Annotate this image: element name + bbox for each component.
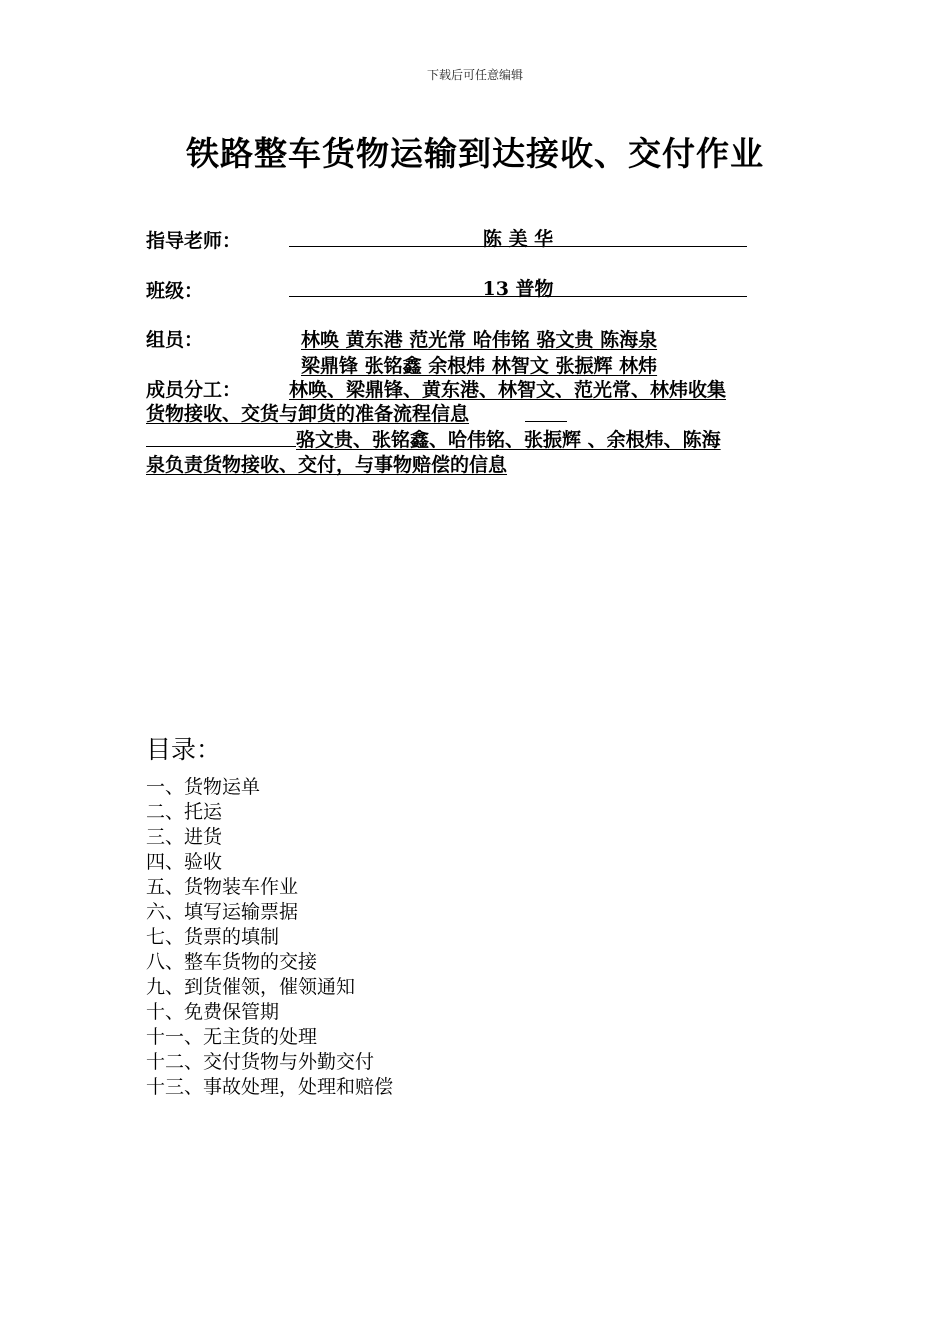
division-line-2-tail	[525, 421, 567, 422]
teacher-label: 指导老师：	[146, 230, 242, 252]
toc-heading: 目录：	[146, 735, 222, 764]
toc-item: 十三、事故处理，处理和赔偿	[146, 1076, 394, 1098]
members-label: 组员：	[146, 329, 204, 351]
teacher-value: 陈 美 华	[289, 224, 747, 247]
toc-item: 二、托运	[146, 801, 223, 823]
toc-item: 四、验收	[146, 851, 223, 873]
division-line-4: 泉负责货物接收、交付，与事物赔偿的信息	[146, 454, 508, 476]
division-line-3: 骆文贵、张铭鑫、哈伟铭、张振辉 、余根炜、陈海	[296, 429, 721, 451]
toc-item: 一、货物运单	[146, 776, 261, 798]
toc-item: 五、货物装车作业	[146, 876, 299, 898]
class-value: 13 普物	[289, 274, 747, 297]
members-line-2: 梁鼎锋 张铭鑫 余根炜 林智文 张振辉 林炜	[301, 355, 658, 377]
toc-item: 三、进货	[146, 826, 223, 848]
toc-item: 八、整车货物的交接	[146, 951, 318, 973]
toc-item: 七、货票的填制	[146, 926, 280, 948]
division-line-2: 货物接收、交货与卸货的准备流程信息	[146, 403, 470, 425]
members-line-1: 林唤 黄东港 范光常 哈伟铭 骆文贵 陈海泉	[301, 329, 658, 351]
division-line-3-lead	[146, 446, 296, 447]
document-title: 铁路整车货物运输到达接收、交付作业	[186, 134, 764, 173]
division-line-1: 林唤、梁鼎锋、黄东港、林智文、范光常、林炜收集	[289, 379, 727, 401]
toc-item: 九、到货催领，催领通知	[146, 976, 356, 998]
class-label: 班级：	[146, 280, 204, 302]
toc-item: 十、免费保管期	[146, 1001, 280, 1023]
toc-item: 十二、交付货物与外勤交付	[146, 1051, 375, 1073]
toc-item: 六、填写运输票据	[146, 901, 299, 923]
division-label: 成员分工：	[146, 379, 242, 401]
toc-item: 十一、无主货的处理	[146, 1026, 318, 1048]
header-note: 下载后可任意编辑	[426, 68, 523, 82]
